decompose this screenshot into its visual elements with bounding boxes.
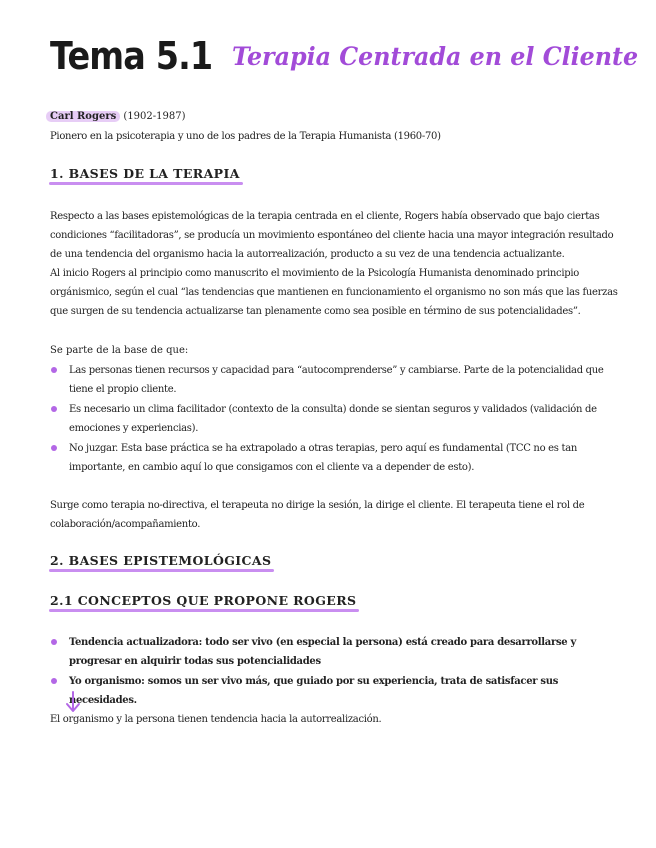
section-2-1-heading: 2.1 CONCEPTOS QUE PROPONE ROGERS: [50, 593, 357, 608]
author-years: (1902-1987): [123, 111, 186, 122]
section-1-closing: Surge como terapia no-directiva, el terapeuta no dirige la sesión, la dirige el cliente. El terapeuta tiene el rol de colaboración/acompañamiento.: [50, 500, 585, 530]
title: [50, 34, 656, 78]
section-2-1-conclusion: El organismo y la persona tienen tendencia hacia la autorrealización.: [50, 714, 382, 725]
section-1-paragraph-1: Respecto a las bases epistemológicas de la terapia centrada en el cliente, Rogers había observado que bajo ciertas condiciones “facilitadoras”, se producía un movimiento espontáneo del cliente hacia una mayor integración resultado de una tendencia del organismo hacia la autorrealización, producto a su vez de una tendencia actualizante.: [50, 211, 614, 260]
section-1-heading: 1. BASES DE LA TERAPIA: [50, 166, 240, 181]
list-item: Tendencia actualizadora: todo ser vivo (en especial la persona) está creado para desarrollarse y progresar en alquirir todas sus potencialidades: [50, 633, 625, 671]
title-subtitle: Terapia Centrada en el Cliente: [231, 41, 638, 71]
list-item: No juzgar. Esta base práctica se ha extrapolado a otras terapias, pero aquí es fundamental (TCC no es tan importante, en cambio aquí lo que consigamos con el cliente va a depender de esto).: [50, 439, 625, 477]
list-item: Las personas tienen recursos y capacidad para “autocomprenderse” y cambiarse. Parte de la potencialidad que tiene el propio cliente.: [50, 361, 625, 399]
section-1-paragraph-2: Al inicio Rogers al principio como manuscrito el movimiento de la Psicología Humanista denominado principio orgánismico, según el cual “las tendencias que mantienen en funcionamiento el organismo no son más que las fuerzas que surgen de su tendencia actualizarse tan plenamente como sea posible en término de sus potencialidades”.: [50, 268, 618, 317]
author-line: [50, 107, 620, 126]
title-main: Tema 5.1: [50, 34, 213, 78]
section-1-bullet-list: [50, 361, 625, 478]
section-2-heading: 2. BASES EPISTEMOLÓGICAS: [50, 553, 272, 568]
list-item: Yo organismo: somos un ser vivo más, que guiado por su experiencia, trata de satisfacer sus necesidades.: [50, 672, 625, 710]
list-item: Es necesario un clima facilitador (contexto de la consulta) donde se sientan seguros y validados (validación de emociones y experiencias).: [50, 400, 625, 438]
section-1-intro: Se parte de la base de que:: [50, 345, 189, 356]
author-description: Pionero en la psicoterapia y uno de los padres de la Terapia Humanista (1960-70): [50, 131, 441, 142]
section-2-1-bullet-list: [50, 633, 625, 711]
author-name: Carl Rogers: [46, 111, 120, 122]
